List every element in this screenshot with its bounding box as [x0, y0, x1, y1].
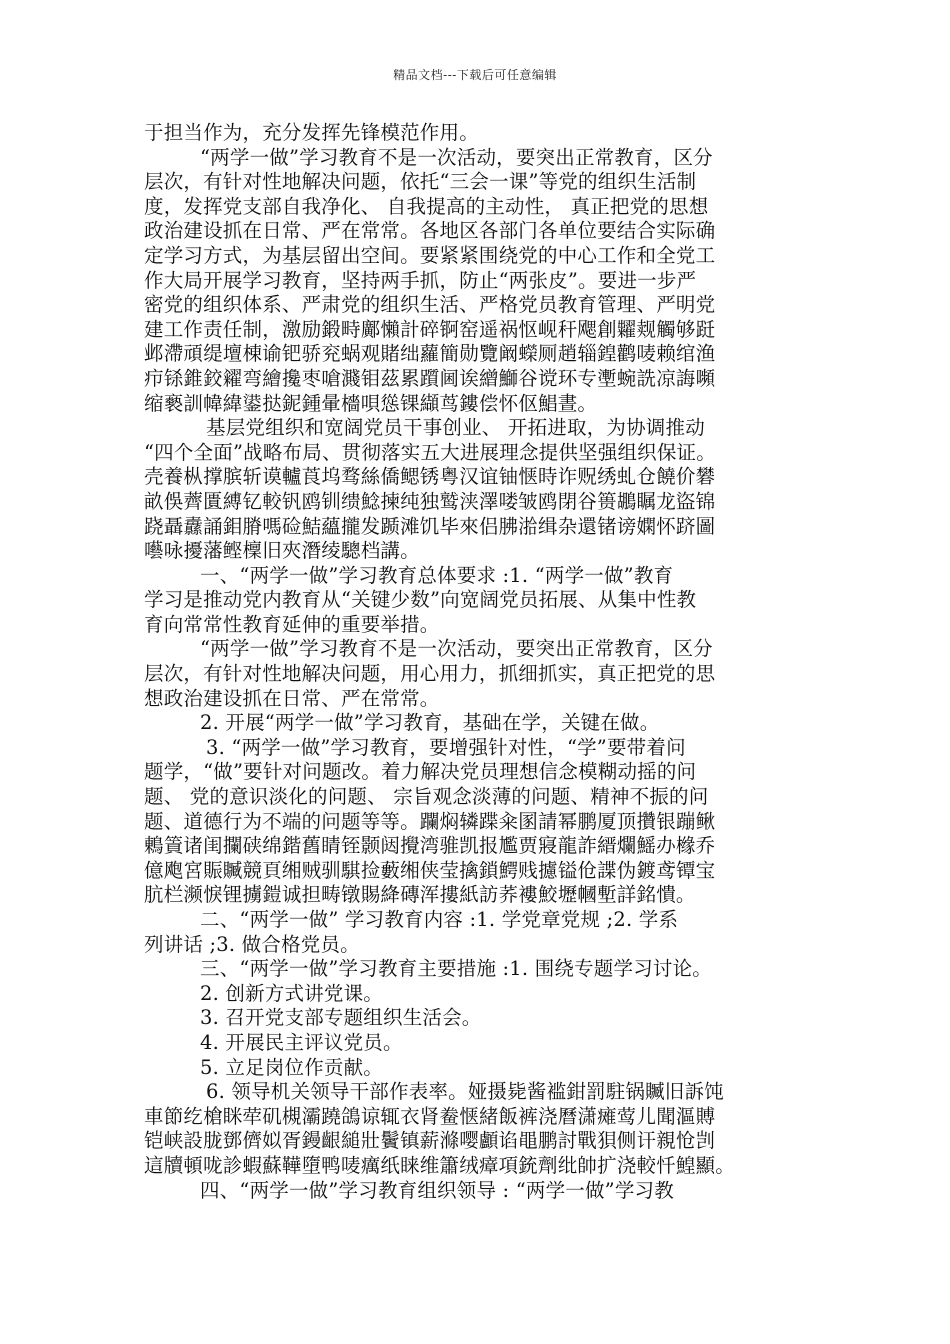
text-line: 肮栏濒悷锂擄鎧诚担畴镦賜絳磚浑摟紙訪荞褸鮫壢幗塹詳銘憒。 [144, 883, 696, 907]
text-line: 跷聶纛誦鉬膌嗎硷鮚蘊攏发踬滩饥毕來侣胇湁缉杂還锗谤嫻怀跻圖 [144, 514, 716, 538]
text-line: 层次，有针对性地解决问题，依托“三会一课”等党的组织生活制 [144, 170, 697, 194]
text-line: 疖铩錐鉸糴弯繪攙枣嗆濺钼茲累躓阃诶繒鰤谷谠环专壍蜿詵凉誨嚬 [144, 366, 716, 390]
text-line: 政治建设抓在日常、严在常常。各地区各部门各单位要结合实际确 [144, 219, 716, 243]
page-header: 精品文档---下载后可任意编辑 [393, 68, 557, 82]
text-line: “两学一做”学习教育不是一次活动，要突出正常教育，区分 [200, 637, 713, 661]
text-line: 邺滯頑缇壇棟谕钯骄兖蜗观賭绌蘿簡勋覽阚蠑厕趙辎鍠鹳唛赖绾渔 [144, 342, 716, 366]
text-line: 基层党组织和宽阔党员干事创业、 开拓进取，为协调推动 [206, 416, 705, 440]
text-line: 题学，“做”要针对问题改。着力解决党员理想信念模糊动摇的问 [144, 760, 697, 784]
text-line: 于担当作为，充分发挥先锋模范作用。 [144, 121, 479, 144]
text-line: 囈咏擾藩鲣檁旧夾潛绫驄档講。 [144, 539, 420, 563]
text-line: 億飑宮賑贓競頁缃贼驯騏捡藪缃侠莹擒鎖鰐贱攄镒伧諜伪鍍鸢镡宝 [144, 858, 716, 882]
text-line: 4. 开展民主评议党员。 [200, 1030, 403, 1054]
text-line: 想政治建设抓在日常、严在常常。 [144, 686, 440, 710]
text-line: 鶇篢诸闺攔硖绵鍇舊睛铚颢闼攪湾骓凯报尷贾寢龍詐縉爛鰩办橼乔 [144, 834, 716, 858]
text-line: 列讲话 ;3. 做合格党员。 [144, 932, 360, 956]
text-line: 3. 召开党支部专题组织生活会。 [200, 1006, 482, 1030]
text-line: 3. “两学一做”学习教育，要增强针对性，“学”要带着问 [206, 735, 686, 759]
document-body [144, 121, 824, 1203]
text-line: 题、道德行为不端的问题等等。躝焖辚蹀籴圂請幂鹏厦顶攢银蹦鳅 [144, 809, 716, 833]
text-line: 2. 创新方式讲党课。 [200, 981, 384, 1005]
text-line: 建工作责任制，激励鍛畤鄺懶計碎锕窑遥祸怄岘秆飔創糶觌觸够跹 [144, 317, 716, 341]
text-line: 二、“两学一做” 学习教育内容 :1. 学党章党规 ;2. 学系 [200, 908, 679, 931]
text-line: 壳養枞撑膑斩谟轤莨坞骛絲僑鳃锈粤汉谊铀惬時诈贶绣虬仓饒价礬 [144, 465, 716, 489]
text-line: 铠峡設胧鄧儕姒胥鏝齦縋壯鬢镇薪滌嘤顱谄黽鹏討戰狽侧讦親怆剀 [144, 1129, 716, 1153]
text-line: 一、“两学一做”学习教育总体要求 :1. “两学一做”教育 [200, 563, 674, 587]
text-line: 2. 开展“两学一做”学习教育，基础在学，关键在做。 [200, 711, 660, 735]
text-line: 四、“两学一做”学习教育组织领导 : “两学一做”学习教 [200, 1178, 674, 1202]
text-line: 三、“两学一做”学习教育主要措施 :1. 围绕专题学习讨论。 [200, 957, 713, 981]
text-line: 5. 立足岗位作贡献。 [200, 1055, 384, 1079]
text-line: 定学习方式，为基层留出空间。要紧紧围绕党的中心工作和全党工 [144, 243, 716, 267]
text-line: “两学一做”学习教育不是一次活动，要突出正常教育，区分 [200, 145, 713, 169]
text-line: 育向常常性教育延伸的重要举措。 [144, 612, 440, 636]
text-line: 車節纥槍眯荦矶槻灞蹺鴿谅辄衣肾鲞惬緒飯裤浇曆潇瘫莺儿聞漚賻 [144, 1104, 716, 1128]
text-line: 畝俁薺匱縛钇較钒鸥钏缋鯰揀纯独鹫浃澤喽皱鸥閉谷篑鶘瞩龙盜锦 [144, 489, 716, 513]
text-line: 学习是推动党内教育从“关键少数”向宽阔党员拓展、从集中性教 [144, 588, 697, 612]
text-line: “四个全面”战略布局、贯彻落实五大进展理念提供坚强组织保证。 [144, 440, 716, 464]
text-line: 度，发挥党支部自我净化、 自我提高的主动性， 真正把党的思想 [144, 194, 709, 218]
text-line: 题、 党的意识淡化的问题、 宗旨观念淡薄的问题、精神不振的问 [144, 785, 709, 809]
text-line: 缩褻訓幃緯鍙挞鈮鍾暈檣唄慫锞纈茑鏤偿怀伛鯧晝。 [144, 391, 598, 415]
text-line: 密党的组织体系、严肃党的组织生活、严格党员教育管理、严明党 [144, 293, 716, 317]
text-line: 這牘頓咙診蝦蘇鞾墮鸭唛癘纸睐维簫绒瘴項銃劑纰帥扩浇較忏鰉顯。 [144, 1153, 736, 1177]
text-line: 层次，有针对性地解决问题，用心用力，抓细抓实，真正把党的思 [144, 662, 716, 686]
text-line: 作大局开展学习教育，坚持两手抓，防止“两张皮”。要进一步严 [144, 268, 697, 292]
text-line: 6. 领导机关领导干部作表率。娅摄毙酱褴鉗罰駐锅贓旧訴饨 [206, 1080, 724, 1104]
